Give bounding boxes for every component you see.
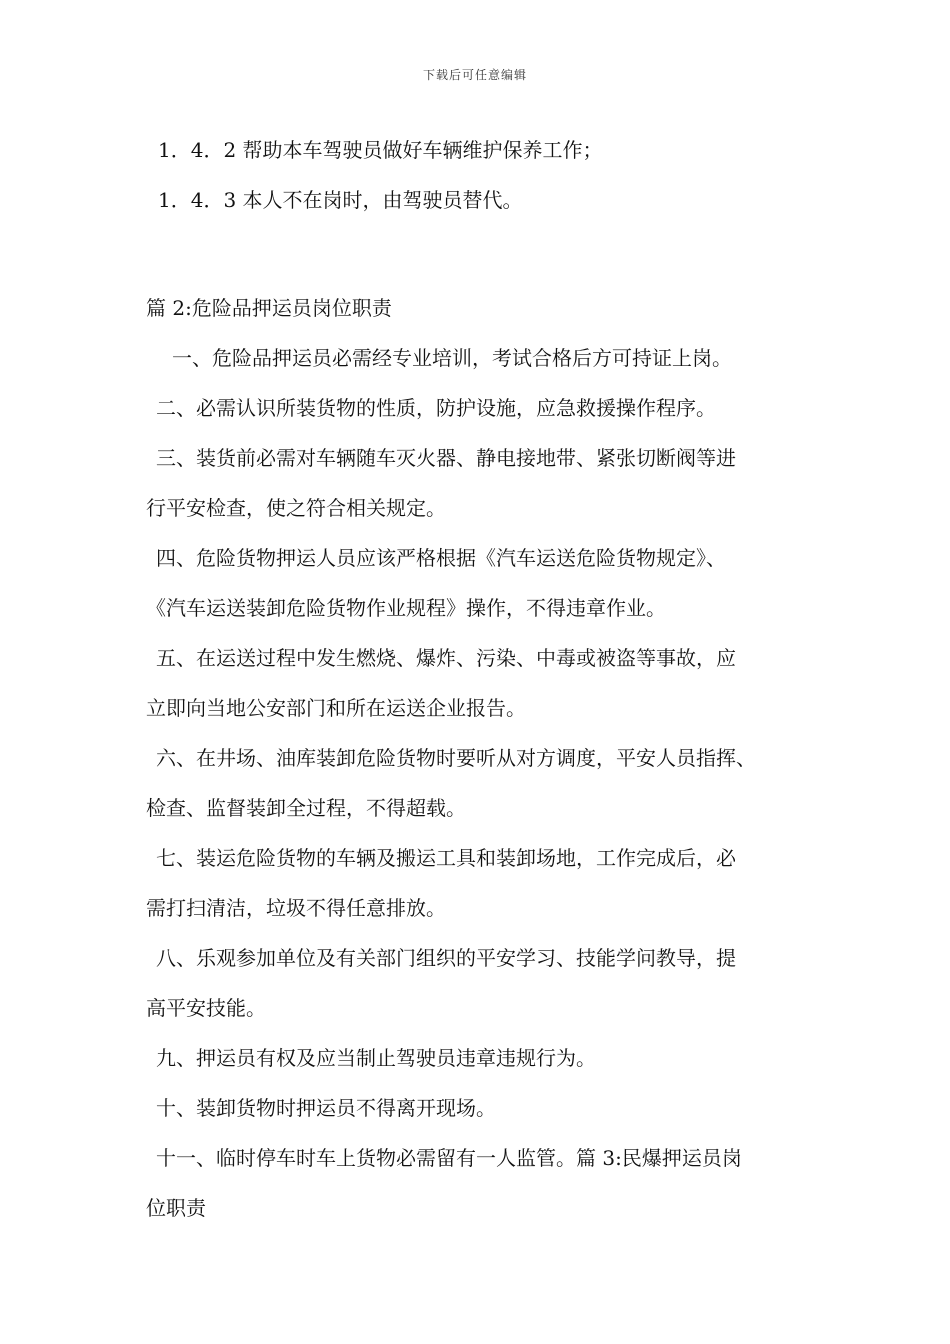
paragraph-line: 位职责 [146, 1196, 206, 1220]
paragraph-line: 一、危险品押运员必需经专业培训，考试合格后方可持证上岗。 [172, 346, 732, 370]
paragraph-line: 三、装货前必需对车辆随车灭火器、静电接地带、紧张切断阀等进 [156, 446, 736, 470]
paragraph-line: 需打扫清洁，垃圾不得任意排放。 [146, 896, 446, 920]
paragraph-line: 行平安检查，使之符合相关规定。 [146, 496, 446, 520]
page-header: 下载后可任意编辑 [422, 68, 527, 82]
document-body [146, 132, 836, 1240]
paragraph-line: 八、乐观参加单位及有关部门组织的平安学习、技能学问教导，提 [156, 946, 736, 970]
paragraph-line: 检查、监督装卸全过程，不得超载。 [146, 796, 466, 820]
paragraph-line: 四、危险货物押运人员应该严格根据《汽车运送危险货物规定》、 [156, 546, 726, 570]
paragraph-line: 七、装运危险货物的车辆及搬运工具和装卸场地，工作完成后，必 [156, 846, 736, 870]
paragraph-line: 十、装卸货物时押运员不得离开现场。 [156, 1096, 496, 1120]
paragraph-line: 高平安技能。 [146, 996, 266, 1020]
paragraph-line: 二、必需认识所装货物的性质，防护设施，应急救援操作程序。 [156, 396, 716, 420]
clause-1-4-2: 1．4．2 帮助本车驾驶员做好车辆维护保养工作； [158, 138, 603, 162]
clause-1-4-3: 1．4．3 本人不在岗时，由驾驶员替代。 [158, 188, 523, 212]
paragraph-line: 《汽车运送装卸危险货物作业规程》操作，不得违章作业。 [146, 596, 666, 620]
paragraph-line: 六、在井场、油库装卸危险货物时要听从对方调度，平安人员指挥、 [156, 746, 756, 770]
paragraph-line: 五、在运送过程中发生燃烧、爆炸、污染、中毒或被盗等事故，应 [156, 646, 736, 670]
section-title: 篇 2:危险品押运员岗位职责 [146, 296, 392, 320]
paragraph-line: 十一、临时停车时车上货物必需留有一人监管。篇 3:民爆押运员岗 [156, 1146, 742, 1170]
paragraph-line: 九、押运员有权及应当制止驾驶员违章违规行为。 [156, 1046, 596, 1070]
paragraph-line: 立即向当地公安部门和所在运送企业报告。 [146, 696, 526, 720]
section-gap [146, 232, 836, 290]
